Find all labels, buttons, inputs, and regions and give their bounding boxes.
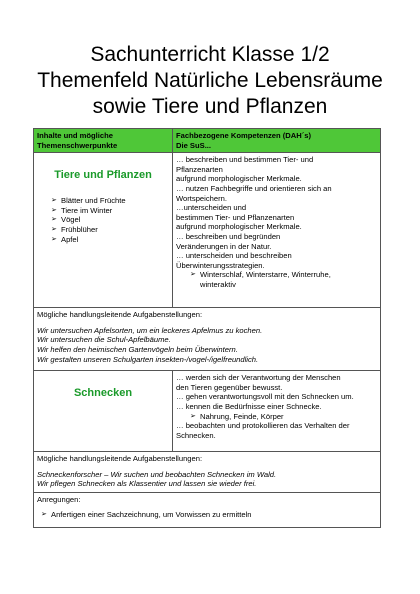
header-left — [34, 129, 173, 153]
list-item: ➢ Blätter und Früchte — [51, 196, 169, 206]
competence-sublist — [176, 412, 377, 422]
topic-cell-snails — [34, 371, 173, 452]
topic-title: Tiere und Pflanzen — [54, 169, 152, 182]
list-item: ➢ Vögel — [51, 215, 169, 225]
table-row — [34, 153, 381, 308]
text-line: Schnecken. — [176, 430, 216, 440]
text-line: Veränderungen in der Natur. — [176, 241, 272, 251]
task-line: Wir helfen den heimischen Gartenvögeln beim Überwintern. — [37, 344, 238, 354]
header-left-line: Inhalte und mögliche — [37, 131, 113, 140]
tasks-cell-snails — [34, 452, 381, 493]
tasks-cell-plants — [34, 308, 381, 371]
list-item: ➢ Anfertigen einer Sachzeichnung, um Vorwissen zu ermitteln — [41, 510, 377, 520]
table-header-row — [34, 129, 381, 153]
text-line: … gehen verantwortungsvoll mit den Schnecken um. — [176, 392, 354, 402]
text-line: … nutzen Fachbegriffe und orientieren sich an — [176, 183, 332, 193]
text-line: aufgrund morphologischer Merkmale. — [176, 222, 302, 232]
task-line: Schneckenforscher – Wir suchen und beobachten Schnecken im Wald. — [37, 469, 277, 479]
topic-title: Schnecken — [73, 387, 133, 400]
header-right — [173, 129, 381, 153]
text-line: bestimmen Tier- und Pflanzenarten — [176, 212, 295, 222]
table-row — [34, 308, 381, 371]
text-line: Pflanzenarten — [176, 164, 223, 174]
text-line: … beobachten und protokollieren das Verhalten der — [176, 421, 350, 431]
task-line: Wir untersuchen Apfelsorten, um ein leckeres Apfelmus zu kochen. — [37, 325, 263, 335]
text-line: …unterscheiden und — [176, 203, 247, 213]
text-line: … beschreiben und bestimmen Tier- und — [176, 155, 314, 165]
text-line: Überwinterungsstrategien. — [176, 260, 265, 270]
header-right-line: Die SuS... — [176, 140, 212, 150]
table-row — [34, 493, 381, 528]
tasks-label: Mögliche handlungsleitende Aufgabenstellungen: — [37, 454, 203, 464]
list-item: ➢ Winterschlaf, Winterstarre, Winterruhe, — [190, 270, 377, 280]
text-line: … beschreiben und begründen — [176, 231, 281, 241]
header-left-line: Themenschwerpunkte — [37, 140, 118, 150]
topic-cell-plants — [34, 153, 173, 308]
task-line: Wir untersuchen die Schul-Apfelbäume. — [37, 335, 171, 345]
suggestions-label: Anregungen: — [37, 495, 81, 505]
title-line-1: Sachunterricht Klasse 1/2 — [90, 43, 330, 66]
text-line: winteraktiv — [200, 279, 236, 289]
competence-cell-plants — [173, 153, 381, 308]
suggestions-list — [37, 510, 377, 520]
text-line: … werden sich der Verantwortung der Menschen — [176, 373, 341, 383]
competence-sublist — [176, 270, 377, 280]
list-item: ➢ Apfel — [51, 235, 169, 245]
list-item: ➢ Frühblüher — [51, 225, 169, 235]
task-line: Wir gestalten unseren Schulgarten insekten-/vogel-/igelfreundlich. — [37, 354, 259, 364]
table-row — [34, 371, 381, 452]
header-right-line: Fachbezogene Kompetenzen (DAH´s) — [176, 131, 312, 140]
text-line: Wortspeichern. — [176, 193, 227, 203]
task-line: Wir pflegen Schnecken als Klassentier und lassen sie wieder frei. — [37, 479, 257, 489]
text-line: … unterscheiden und beschreiben — [176, 251, 292, 261]
page-title — [0, 42, 420, 120]
topic-list — [37, 196, 169, 244]
curriculum-table — [33, 128, 381, 528]
competence-cell-snails — [173, 371, 381, 452]
text-line: aufgrund morphologischer Merkmale. — [176, 174, 302, 184]
list-item: ➢ Tiere im Winter — [51, 206, 169, 216]
suggestions-cell — [34, 493, 381, 528]
title-line-2: Themenfeld Natürliche Lebensräume — [37, 69, 383, 92]
table-row — [34, 452, 381, 493]
text-line: den Tieren gegenüber bewusst. — [176, 382, 283, 392]
text-line: … kennen die Bedürfnisse einer Schnecke. — [176, 401, 322, 411]
title-line-3: sowie Tiere und Pflanzen — [92, 95, 328, 118]
tasks-label: Mögliche handlungsleitende Aufgabenstellungen: — [37, 310, 203, 320]
list-item: ➢ Nahrung, Feinde, Körper — [190, 412, 377, 422]
